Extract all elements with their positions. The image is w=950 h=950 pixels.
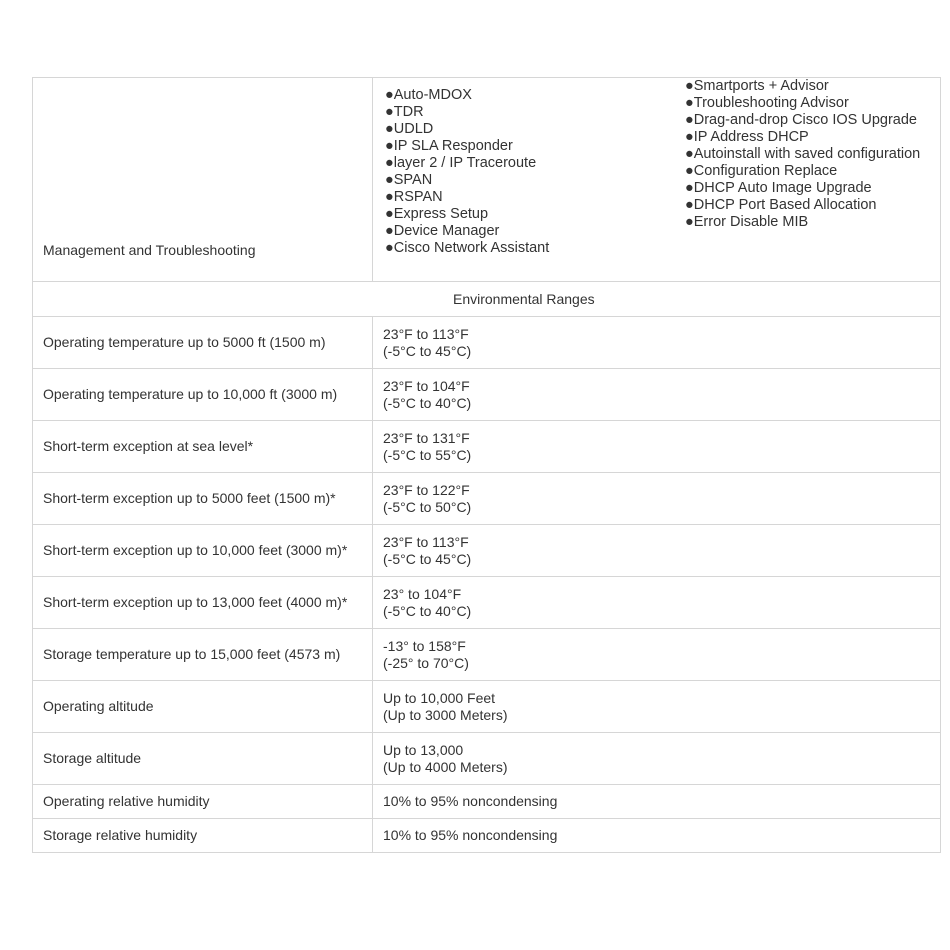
list-item: ●Autoinstall with saved configuration [685,146,921,162]
list-item: ●Device Manager [385,223,500,239]
list-item: ●IP Address DHCP [685,129,809,145]
row-value [373,473,941,525]
spec-table [32,77,941,853]
row-value [373,681,941,733]
table-row [33,785,941,819]
row-label: Operating altitude [33,681,373,733]
value-line: (-5°C to 45°C) [383,550,472,567]
value-line: Up to 13,000 [383,741,464,758]
value-line: (Up to 4000 Meters) [383,758,508,775]
list-item: ●TDR [385,104,424,120]
row-label: Short-term exception up to 13,000 feet (4000 m)* [33,577,373,629]
value-line: 23° to 104°F [383,585,462,602]
row-label: Short-term exception up to 10,000 feet (3000 m)* [33,525,373,577]
list-item: ●RSPAN [385,189,443,205]
table-row [33,819,941,853]
list-item: ●Error Disable MIB [685,214,809,230]
row-label: Storage altitude [33,733,373,785]
list-item: ●Troubleshooting Advisor [685,95,849,111]
table-row [33,681,941,733]
table-row-management [33,78,941,282]
row-value [373,525,941,577]
list-item: ●DHCP Auto Image Upgrade [685,180,872,196]
table-row [33,629,941,681]
value-line: (Up to 3000 Meters) [383,706,508,723]
list-item: ●Express Setup [385,206,489,222]
value-line: 23°F to 104°F [383,377,470,394]
table-row-section-heading [33,282,941,317]
row-label: Storage temperature up to 15,000 feet (4573 m) [33,629,373,681]
table-row [33,421,941,473]
row-label: Short-term exception up to 5000 feet (1500 m)* [33,473,373,525]
value-line: (-5°C to 50°C) [383,498,472,515]
list-item: ●UDLD [385,121,434,137]
table-row [33,369,941,421]
list-item: ●Smartports + Advisor [685,78,829,94]
value-line: -13° to 158°F [383,637,466,654]
row-label: Operating temperature up to 5000 ft (1500 m) [33,317,373,369]
management-label: Management and Troubleshooting [33,78,373,282]
list-item: ●Configuration Replace [685,163,838,179]
value-line: 23°F to 113°F [383,325,469,342]
list-item: ●DHCP Port Based Allocation [685,197,877,213]
value-line: (-25° to 70°C) [383,654,469,671]
row-label: Short-term exception at sea level* [33,421,373,473]
list-item: ●Auto-MDOX [385,87,472,103]
row-value [373,369,941,421]
row-value [373,317,941,369]
row-label: Storage relative humidity [33,819,373,853]
table-row [33,525,941,577]
management-features-col1 [385,85,685,257]
list-item: ●layer 2 / IP Traceroute [385,155,537,171]
row-value [373,421,941,473]
management-features [373,78,941,282]
value-line: 23°F to 113°F [383,533,469,550]
row-label: Operating temperature up to 10,000 ft (3000 m) [33,369,373,421]
list-item: ●SPAN [385,172,433,188]
table-row [33,577,941,629]
row-label: Operating relative humidity [33,785,373,819]
row-value [373,577,941,629]
value-line: Up to 10,000 Feet [383,689,496,706]
management-features-col2 [685,78,920,257]
table-row [33,473,941,525]
value-line: 23°F to 131°F [383,429,470,446]
table-row [33,317,941,369]
table-row [33,733,941,785]
value-line: 23°F to 122°F [383,481,470,498]
value-line: (-5°C to 40°C) [383,602,472,619]
row-value [373,733,941,785]
value-line: (-5°C to 45°C) [383,342,472,359]
list-item: ●Drag-and-drop Cisco IOS Upgrade [685,112,917,128]
list-item: ●IP SLA Responder [385,138,513,154]
value-line: (-5°C to 55°C) [383,446,472,463]
row-value: 10% to 95% noncondensing [373,819,941,853]
value-line: (-5°C to 40°C) [383,394,472,411]
list-item: ●Cisco Network Assistant [385,240,550,256]
section-heading: Environmental Ranges [33,282,941,317]
row-value: 10% to 95% noncondensing [373,785,941,819]
row-value [373,629,941,681]
